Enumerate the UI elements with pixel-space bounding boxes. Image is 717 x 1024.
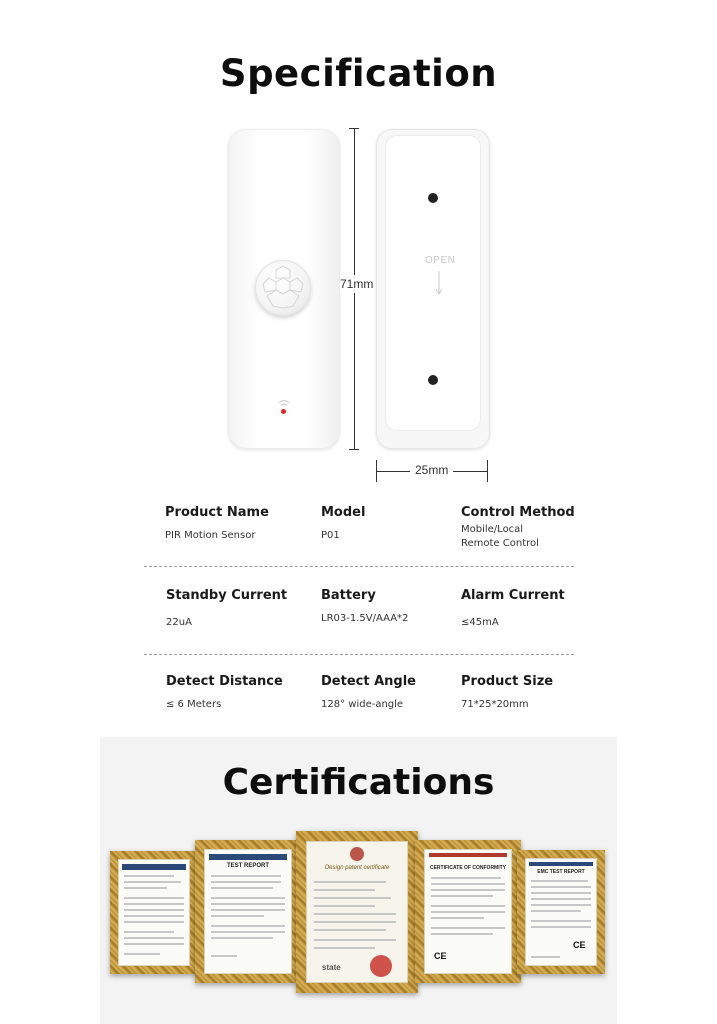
row-divider-2 [144, 654, 574, 655]
certificate-paper [204, 849, 292, 974]
certificate-title: TEST REPORT [226, 863, 269, 869]
control-method-label: Control Method [461, 505, 575, 520]
specification-heading: Specification [219, 52, 498, 95]
detect-distance-value: ≤ 6 Meters [166, 699, 222, 710]
detect-angle-value: 128° wide-angle [321, 699, 404, 710]
model-value: P01 [321, 530, 340, 541]
height-dim-bottom-tick [349, 449, 359, 450]
certificate-title: Design patent certificate [324, 865, 390, 871]
sensor-front-view [228, 129, 340, 449]
certificate-frame-5 [517, 850, 605, 974]
certifications-heading: Certifications [222, 762, 495, 803]
height-dimension-label: 71mm [340, 277, 374, 291]
sensor-back-view [376, 129, 490, 449]
certificate-frame-4 [415, 840, 521, 983]
product-size-value: 71*25*20mm [461, 699, 529, 710]
back-cover [385, 135, 481, 431]
control-method-value: Mobile/Local Remote Control [461, 524, 539, 549]
detect-angle-label: Detect Angle [321, 674, 416, 689]
screw-hole-top-icon [428, 193, 438, 203]
certificate-paper [525, 858, 597, 966]
wifi-signal-icon [277, 399, 291, 409]
battery-value: LR03-1.5V/AAA*2 [321, 613, 409, 624]
certificate-frame-2 [195, 840, 301, 983]
certificate-title: CERTIFICATE OF CONFORMITY [429, 865, 506, 871]
standby-current-label: Standby Current [166, 588, 288, 603]
battery-label: Battery [321, 588, 376, 603]
certificate-frame-1 [110, 851, 198, 974]
certificate-paper [424, 849, 512, 974]
emblem-icon [350, 847, 364, 861]
red-seal-icon [370, 955, 392, 977]
width-dim-right-tick [487, 460, 488, 482]
detect-distance-label: Detect Distance [166, 674, 283, 689]
product-size-label: Product Size [461, 674, 554, 689]
certificate-title: EMC TEST REPORT [537, 869, 585, 875]
pir-lens-icon [255, 260, 311, 316]
certificate-paper [118, 859, 190, 966]
ce-mark: CE [434, 951, 447, 961]
arrow-down-icon [435, 271, 443, 297]
product-name-value: PIR Motion Sensor [165, 530, 256, 541]
model-label: Model [321, 505, 366, 520]
screw-hole-bottom-icon [428, 375, 438, 385]
width-dimension-label: 25mm [410, 463, 453, 477]
product-name-label: Product Name [165, 505, 269, 520]
row-divider-1 [144, 566, 574, 567]
standby-current-value: 22uA [166, 617, 192, 628]
certificate-paper [306, 841, 408, 983]
ce-mark: CE [573, 940, 586, 950]
alarm-current-label: Alarm Current [461, 588, 565, 603]
alarm-current-value: ≤45mA [461, 617, 499, 628]
open-label: OPEN [425, 255, 456, 266]
certificate-frame-3 [296, 831, 418, 993]
state-stamp-text: state [322, 963, 341, 972]
status-led-icon [281, 409, 286, 414]
